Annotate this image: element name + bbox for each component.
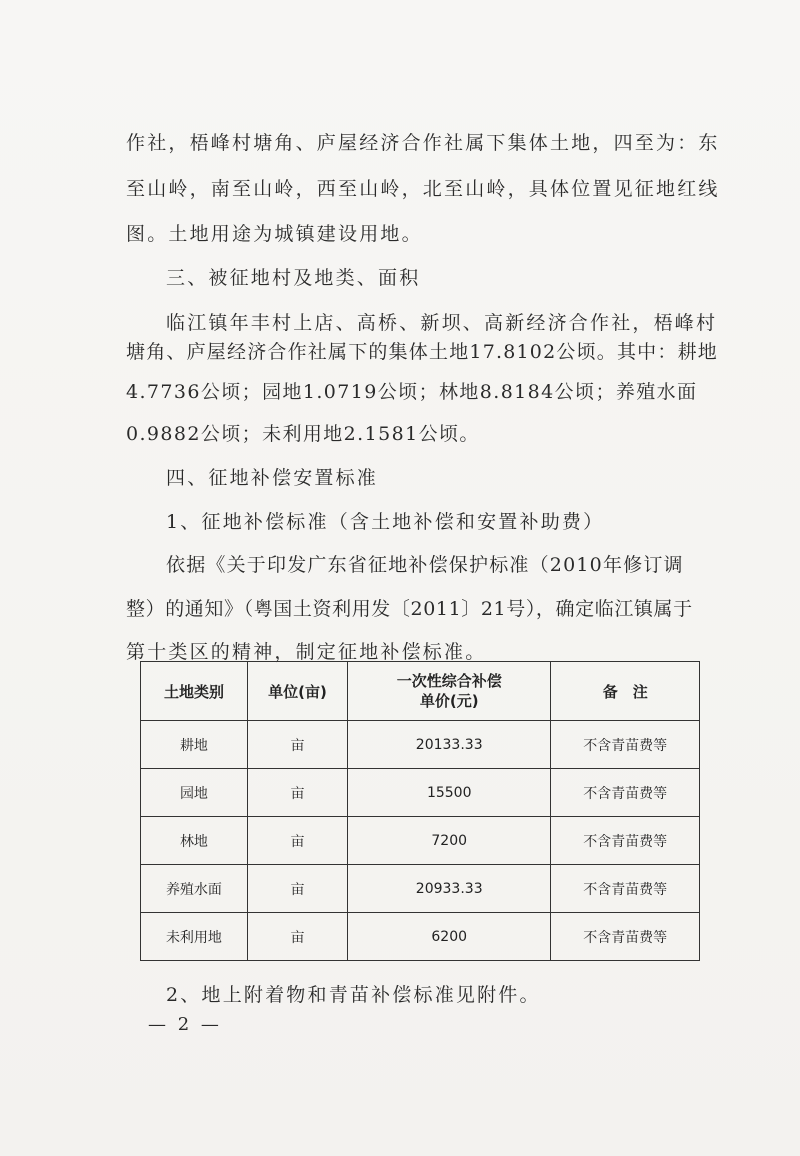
table-row xyxy=(141,721,700,769)
header-price xyxy=(348,662,551,721)
section-heading: 四、征地补偿安置标准 xyxy=(166,467,379,489)
header-price-line2: 单价(元) xyxy=(419,692,479,710)
table-row xyxy=(141,913,700,961)
paragraph-line: 第十类区的精神，制定征地补偿标准。 xyxy=(126,641,487,663)
paragraph-line: 4.7736公顷；园地1.0719公顷；林地8.8184公顷；养殖水面 xyxy=(126,381,698,403)
paragraph-line: 图。土地用途为城镇建设用地。 xyxy=(126,223,423,245)
cell-note: 不含青苗费等 xyxy=(551,769,700,817)
cell-price: 7200 xyxy=(348,817,551,865)
attachment-note: 2、地上附着物和青苗补偿标准见附件。 xyxy=(166,984,541,1006)
paragraph-line: 整）的通知》（粤国土资利用发〔2011〕21号），确定临江镇属于 xyxy=(126,598,693,620)
section-heading: 三、被征地村及地类、面积 xyxy=(166,267,421,289)
table-row xyxy=(141,769,700,817)
cell-note: 不含青苗费等 xyxy=(551,817,700,865)
header-price-line1: 一次性综合补偿 xyxy=(396,672,502,690)
cell-unit: 亩 xyxy=(247,721,347,769)
paragraph-line: 作社，梧峰村塘角、庐屋经济合作社属下集体土地，四至为：东 xyxy=(126,132,720,154)
cell-land-type: 养殖水面 xyxy=(141,865,248,913)
cell-price: 20933.33 xyxy=(348,865,551,913)
table-row xyxy=(141,865,700,913)
table-header-row xyxy=(141,662,700,721)
cell-note: 不含青苗费等 xyxy=(551,913,700,961)
paragraph-line: 临江镇年丰村上店、高桥、新坝、高新经济合作社，梧峰村 xyxy=(166,312,718,334)
paragraph-line: 至山岭，南至山岭，西至山岭，北至山岭，具体位置见征地红线 xyxy=(126,178,720,200)
cell-unit: 亩 xyxy=(247,769,347,817)
subsection-heading: 1、征地补偿标准（含土地补偿和安置补助费） xyxy=(166,511,605,533)
paragraph-line: 塘角、庐屋经济合作社属下的集体土地17.8102公顷。其中：耕地 xyxy=(126,341,718,363)
table-row xyxy=(141,817,700,865)
header-land-type: 土地类别 xyxy=(141,662,248,721)
cell-land-type: 园地 xyxy=(141,769,248,817)
header-unit: 单位(亩) xyxy=(247,662,347,721)
cell-unit: 亩 xyxy=(247,865,347,913)
cell-unit: 亩 xyxy=(247,913,347,961)
paragraph-line: 依据《关于印发广东省征地补偿保护标准（2010年修订调 xyxy=(166,554,684,576)
cell-note: 不含青苗费等 xyxy=(551,865,700,913)
cell-price: 20133.33 xyxy=(348,721,551,769)
cell-land-type: 林地 xyxy=(141,817,248,865)
header-note: 备 注 xyxy=(551,662,700,721)
cell-price: 15500 xyxy=(348,769,551,817)
cell-land-type: 未利用地 xyxy=(141,913,248,961)
cell-unit: 亩 xyxy=(247,817,347,865)
compensation-table xyxy=(140,661,700,961)
cell-note: 不含青苗费等 xyxy=(551,721,700,769)
page-number: — 2 — xyxy=(148,1014,222,1035)
cell-land-type: 耕地 xyxy=(141,721,248,769)
cell-price: 6200 xyxy=(348,913,551,961)
paragraph-line: 0.9882公顷；未利用地2.1581公顷。 xyxy=(126,423,480,445)
